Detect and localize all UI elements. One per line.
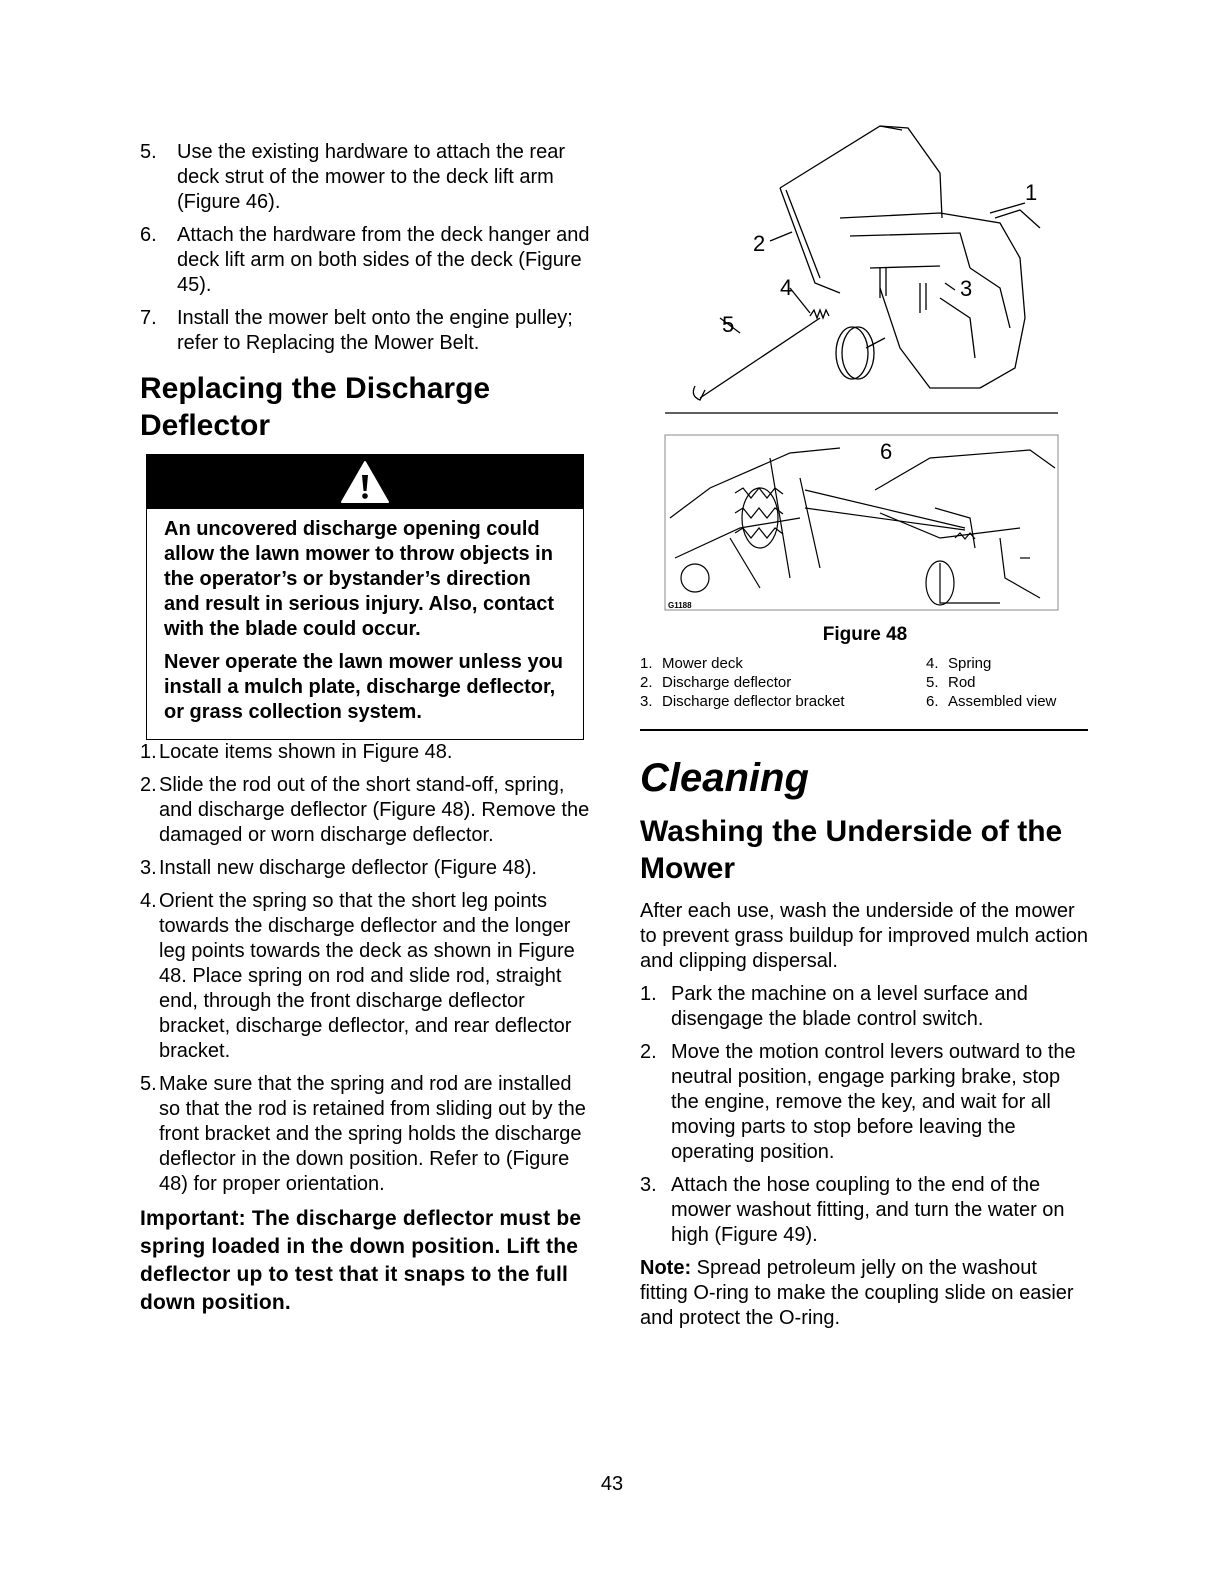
section-heading: Replacing the Discharge Deflector: [140, 372, 491, 442]
deflector-illustration: [640, 118, 1090, 618]
list-item: 5. Make sure that the spring and rod are installed so that the rod is retained from sliding out by the front bracket and the spring holds the discharge deflector in the down position. Refer to (Figure 48) for proper orientation.: [140, 1073, 586, 1195]
section-heading: Washing the Underside of the Mower: [640, 815, 1063, 885]
list-item: 1. Locate items shown in Figure 48.: [140, 741, 453, 763]
callout-3: 3: [960, 276, 973, 301]
figure-legend: [640, 654, 1090, 711]
warning-paragraph: An uncovered discharge opening could allow the lawn mower to throw objects in the operator’s or bystander’s direction and result in serious injury. Also, contact with the blade could occur.: [164, 518, 555, 640]
list-item: 3. Install new discharge deflector (Figure 48).: [140, 857, 537, 879]
important-note: Important: The discharge deflector must be spring loaded in the down position. Lift the deflector up to test that it snaps to the full down position.: [140, 1207, 582, 1314]
list-item: 5. Use the existing hardware to attach the rear deck strut of the mower to the deck lift arm (Figure 46).: [140, 141, 565, 213]
warning-triangle-icon: [340, 460, 390, 504]
right-column: [640, 118, 1090, 1339]
list-item: 3. Attach the hose coupling to the end of the mower washout fitting, and turn the water on high (Figure 49).: [640, 1174, 1065, 1246]
list-item: 1. Park the machine on a level surface and disengage the blade control switch.: [640, 983, 1028, 1030]
intro-paragraph: After each use, wash the underside of the mower to prevent grass buildup for improved mulch action and clipping dispersal.: [640, 900, 1089, 972]
list-item: 4. Orient the spring so that the short leg points towards the discharge deflector and the longer leg points towards the deck as shown in Figure 48. Place spring on rod and slide rod, straight end, through the front discharge deflector bracket, discharge deflector, and rear deflector bracket.: [140, 890, 575, 1062]
chapter-title: Cleaning: [640, 756, 809, 800]
warning-text: [147, 509, 583, 739]
note-paragraph: Note: Spread petroleum jelly on the washout fitting O-ring to make the coupling slide on easier and protect the O-ring.: [640, 1257, 1074, 1329]
figure-caption: Figure 48: [822, 624, 908, 645]
callout-4: 4: [780, 275, 793, 300]
legend-item: 5. Rod: [926, 674, 976, 691]
legend-item: 2. Discharge deflector: [640, 674, 792, 691]
warning-paragraph: Never operate the lawn mower unless you install a mulch plate, discharge deflector, or grass collection system.: [164, 651, 564, 723]
warning-box: [146, 454, 584, 740]
legend-item: 6. Assembled view: [926, 693, 1057, 710]
replace-steps-list: [140, 740, 590, 1197]
figure-48: [640, 118, 1090, 618]
legend-item: 3. Discharge deflector bracket: [640, 693, 845, 710]
list-item: 7. Install the mower belt onto the engine pulley; refer to Replacing the Mower Belt.: [140, 307, 573, 354]
install-steps-list: [140, 140, 590, 356]
warning-header: [147, 455, 583, 509]
left-column: [140, 140, 590, 1317]
list-item: 2. Slide the rod out of the short stand-off, spring, and discharge deflector (Figure 48). Remove the damaged or worn discharge deflector.: [140, 774, 590, 846]
callout-6: 6: [880, 439, 893, 464]
page-number: 43: [600, 1473, 624, 1495]
callout-2: 2: [753, 231, 766, 256]
section-divider: [640, 729, 1088, 731]
cleaning-steps-list: [640, 982, 1090, 1248]
list-item: 2. Move the motion control levers outward to the neutral position, engage parking brake, stop the engine, remove the key, and wait for all moving parts to stop before leaving the operating position.: [640, 1041, 1076, 1163]
callout-1: 1: [1025, 180, 1038, 205]
callout-5: 5: [722, 312, 735, 337]
legend-item: 1. Mower deck: [640, 655, 743, 672]
figure-code: G1188: [668, 601, 692, 610]
legend-item: 4. Spring: [926, 655, 992, 672]
list-item: 6. Attach the hardware from the deck hanger and deck lift arm on both sides of the deck (Figure 45).: [140, 224, 590, 296]
